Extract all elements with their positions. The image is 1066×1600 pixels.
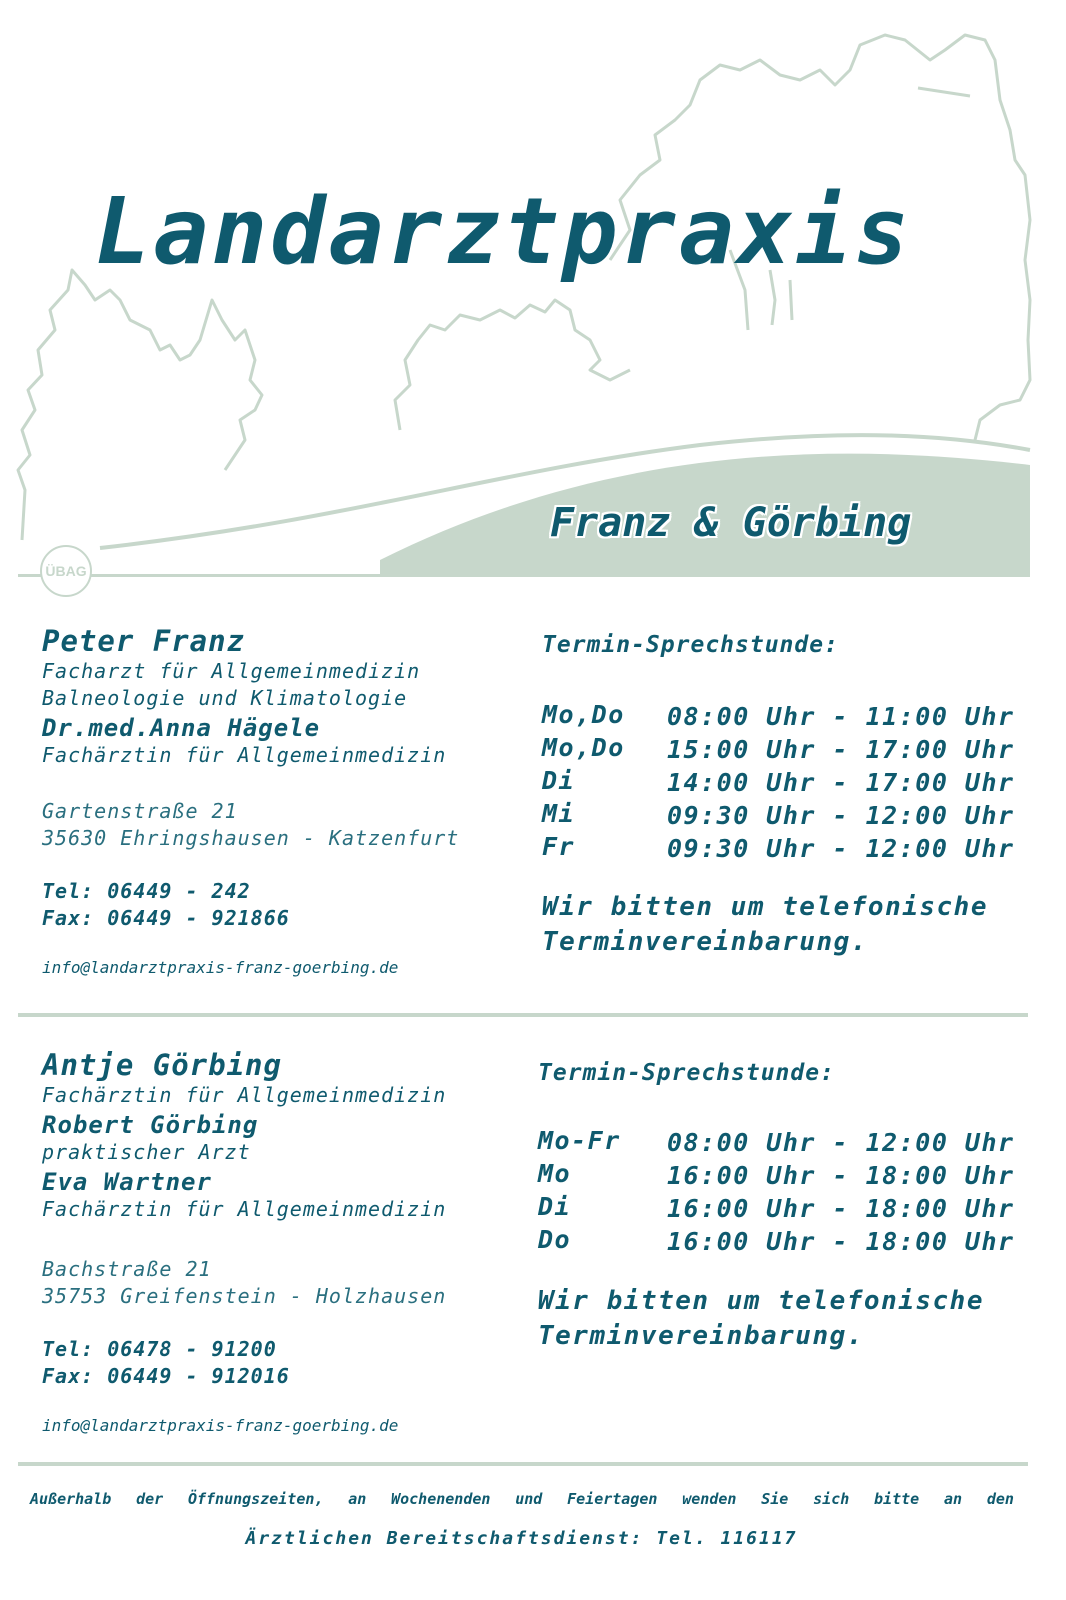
phone-number[interactable]: Tel: 06449 - 242 (42, 879, 251, 903)
email-link[interactable]: info@landarztpraxis-franz-goerbing.de (42, 1416, 399, 1435)
fax-number: Fax: 06449 - 912016 (42, 1364, 290, 1388)
hours-time: 16:00 Uhr - 18:00 Uhr (667, 1194, 1015, 1223)
subtitle: Franz & Görbing (550, 500, 912, 546)
hours-day: Mo (538, 1159, 572, 1188)
practice2-doctors (42, 1048, 446, 1223)
doctor-specialty: praktischer Arzt (42, 1140, 251, 1164)
doctor-specialty: Fachärztin für Allgemeinmedizin (42, 1197, 447, 1221)
hours-time: 08:00 Uhr - 12:00 Uhr (667, 1128, 1015, 1157)
doctor-specialty: Facharzt für Allgemeinmedizin (42, 659, 421, 683)
footer-word: Feiertagen (567, 1490, 658, 1508)
address-city: 35753 Greifenstein - Holzhausen (42, 1284, 447, 1308)
tower-window (918, 88, 970, 96)
hours-title: Termin-Sprechstunde: (542, 632, 839, 658)
fax-number: Fax: 06449 - 921866 (42, 906, 290, 930)
footer-word: der (136, 1490, 164, 1508)
practice1-contact (42, 878, 290, 932)
practice2-contact (42, 1336, 290, 1390)
footer-notice-line2: Ärztlichen Bereitschaftsdienst: Tel. 116117 (245, 1528, 798, 1549)
footer-word: Öffnungszeiten, (187, 1490, 324, 1508)
note-line: Wir bitten um telefonische (538, 1286, 984, 1316)
hours-time: 16:00 Uhr - 18:00 Uhr (667, 1161, 1015, 1190)
hours-title: Termin-Sprechstunde: (538, 1060, 835, 1086)
hours-day: Di (542, 766, 576, 795)
hours-time: 09:30 Uhr - 12:00 Uhr (667, 801, 1015, 830)
note-line: Terminvereinbarung. (542, 927, 868, 957)
doctor-name: Antje Görbing (42, 1048, 282, 1082)
doctor-name: Dr.med.Anna Hägele (42, 714, 321, 742)
footer-word: sich (813, 1490, 850, 1508)
footer-word: und (515, 1490, 543, 1508)
doctor-name: Peter Franz (42, 624, 246, 658)
tree-outline-left (18, 270, 262, 540)
phone-number[interactable]: Tel: 06478 - 91200 (42, 1337, 277, 1361)
address-street: Bachstraße 21 (42, 1257, 212, 1281)
footer-word: den (986, 1490, 1014, 1508)
footer-word: wenden (682, 1490, 737, 1508)
appointment-note (542, 890, 988, 960)
hours-time: 16:00 Uhr - 18:00 Uhr (667, 1227, 1015, 1256)
doctor-specialty: Fachärztin für Allgemeinmedizin (42, 1083, 447, 1107)
address-city: 35630 Ehringshausen - Katzenfurt (42, 826, 460, 850)
main-title: Landarztpraxis (95, 178, 913, 285)
hours-time: 08:00 Uhr - 11:00 Uhr (667, 702, 1015, 731)
tree-outline-middle (395, 300, 630, 430)
footer-word: an (348, 1490, 367, 1508)
hours-time: 15:00 Uhr - 17:00 Uhr (667, 735, 1015, 764)
hours-time: 09:30 Uhr - 12:00 Uhr (667, 834, 1015, 863)
hours-day: Mo,Do (542, 700, 625, 729)
hours-time: 14:00 Uhr - 17:00 Uhr (667, 768, 1015, 797)
footer-word: an (943, 1490, 963, 1508)
doctor-specialty: Fachärztin für Allgemeinmedizin (42, 743, 447, 767)
practice1-address (42, 798, 459, 852)
footer-word: Außerhalb (30, 1490, 112, 1508)
hours-day: Mi (542, 799, 576, 828)
doctor-name: Robert Görbing (42, 1111, 259, 1139)
hours-day: Mo-Fr (538, 1126, 621, 1155)
footer-divider (18, 1462, 1028, 1466)
note-line: Terminvereinbarung. (538, 1321, 864, 1351)
email-link[interactable]: info@landarztpraxis-franz-goerbing.de (42, 958, 399, 977)
doctor-name: Eva Wartner (42, 1168, 212, 1196)
footer-notice-line1 (30, 1490, 1014, 1508)
footer-word: bitte (874, 1490, 920, 1508)
hours-day: Fr (542, 832, 576, 861)
practice1-doctors (42, 624, 446, 769)
address-street: Gartenstraße 21 (42, 799, 238, 823)
footer-word: Sie (761, 1490, 789, 1508)
uebag-badge: ÜBAG (40, 545, 92, 597)
hours-day: Do (538, 1225, 572, 1254)
header-baseline (18, 574, 1030, 577)
section-divider (18, 1013, 1028, 1017)
hours-day: Mo,Do (542, 733, 625, 762)
appointment-note (538, 1284, 984, 1354)
note-line: Wir bitten um telefonische (542, 892, 988, 922)
practice1-hours (542, 700, 1022, 870)
practice2-hours (538, 1126, 1022, 1266)
doctor-specialty: Balneologie und Klimatologie (42, 686, 408, 710)
practice2-address (42, 1256, 446, 1310)
hours-day: Di (538, 1192, 572, 1221)
footer-word: Wochenenden (391, 1490, 491, 1508)
